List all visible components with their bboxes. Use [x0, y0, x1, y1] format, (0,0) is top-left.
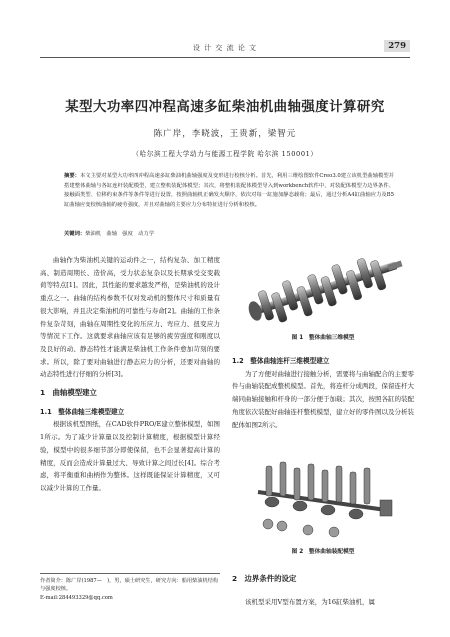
section-2-heading: 2 边界条件的设定 — [232, 574, 297, 583]
figure-2-assembly-image — [248, 452, 398, 540]
page-number: 279 — [384, 40, 410, 52]
abstract — [64, 172, 394, 210]
left-column — [40, 254, 220, 495]
section-2-text: 该机型采用V型布置方案，为16缸柴油机，属 — [245, 598, 375, 606]
footnote-email: E-mail:284493329@qq.com — [40, 594, 113, 601]
affiliation: （哈尔滨工程大学动力与能源工程学院 哈尔滨 150001） — [132, 150, 318, 158]
authors: 陈广岸，李晓波，王贵新，梁智元 — [153, 129, 297, 139]
page-header — [40, 41, 410, 58]
footnote-author-bio: 作者简介：陈广岸(1987— )，男，硕士研究生，研究方向：船用柴油机结构与强度校核。 — [40, 578, 219, 593]
figure-1-crankshaft-image — [232, 250, 414, 330]
footnote — [40, 573, 220, 602]
section-1-heading: 1 曲轴模型建立 — [40, 388, 97, 398]
section-1-2-heading: 1.2 整体曲轴连杆三维模型建立 — [232, 357, 330, 365]
abstract-label: 摘要： — [64, 173, 80, 179]
section-1-1-heading: 1.1 整体曲轴三维模型建立 — [40, 407, 125, 416]
right-column — [232, 355, 414, 431]
paper-title: 某型大功率四冲程高速多缸柴油机曲轴强度计算研究 — [65, 100, 385, 115]
keywords — [64, 229, 394, 237]
intro-paragraph: 曲轴作为柴油机关键的运动件之一，结构复杂、加工精度高、制造周期长、造价高，受力状态复杂以及长期承受交变载荷等特点[1]。因此，其性能的要求越发严格，是柴油机的设计重点之一。曲轴的结构参数不仅对发动机的整体尺寸和质量有很大影响，并且决定柴油机的可靠性与寿命[2]。曲轴的工作条件复杂苛刻，曲轴在周期性变化的压应力、弯应力、扭变应力等情况下工作。这就要求曲轴应该有足够的疲劳强度和刚度以及良好的动、静态特性才能满足柴油机工作条件愈加苛刻的要求。所以，除了要对曲轴进行静态应力的分析，还要对曲轴的动态特性进行仔细的分析[3]。 — [40, 256, 220, 379]
abstract-text: 本文主要对某型大功率四冲程高速多缸柴油机曲轴强度及变形进行校核分析。首先，利用三维绘图软件Creo3.0建立该机型曲轴模型并搭建整体曲轴与各缸连杆装配模型，建立整机装配体模型；其次，将整机装配体模型导入到workbench软件中，对装配体模型力边界条件、接触面类型、位移约束条件等条件等进行设置，按照曲轴机正确发火顺序，依次对每一缸施加静态载荷；最后，通过分析A4缸曲轴应力及B5缸曲轴应变校核曲轴的疲劳强度，并且对曲轴的主要应力分布特征进行分析和校核。 — [64, 173, 394, 208]
journal-name: 设 计 交 流 论 文 — [192, 44, 258, 52]
section-1-1-paragraph: 根据该机型图纸，在CAD软件PRO/E建立整体模型，如图1所示。为了减少计算量以及控制计算精度，根据模型计算经验，模型中的很多细节部分即使保留，也不会显著提高计算的精度，反而会造成计算量过大、导致计算之间过长[4]。综合考虑，将平衡重和曲柄作为整体。这样既能保证计算精度，又可以减少计算的工作量。 — [40, 420, 220, 492]
figure-1-caption: 图 1 整体曲轴三维模型 — [291, 335, 355, 341]
figure-2-caption: 图 2 整体曲轴装配模型 — [291, 549, 355, 555]
section-1-2-paragraph: 为了方便对曲轴进行接触分析，需要将与曲轴配合的主要零件与曲轴装配成整机模型。首先，将连杆分成两段，保留连杆大端同曲轴接触和杆身的一部分便于加载；其次，按照各缸的装配角度依次装配好曲轴连杆整机模型，建立好的零件图以及分析装配体如图2所示。 — [232, 369, 414, 429]
section-2-paragraph — [232, 596, 414, 609]
keywords-label: 关键词： — [64, 231, 86, 237]
keywords-text: 柴油机 曲轴 强度 动力学 — [85, 231, 155, 237]
